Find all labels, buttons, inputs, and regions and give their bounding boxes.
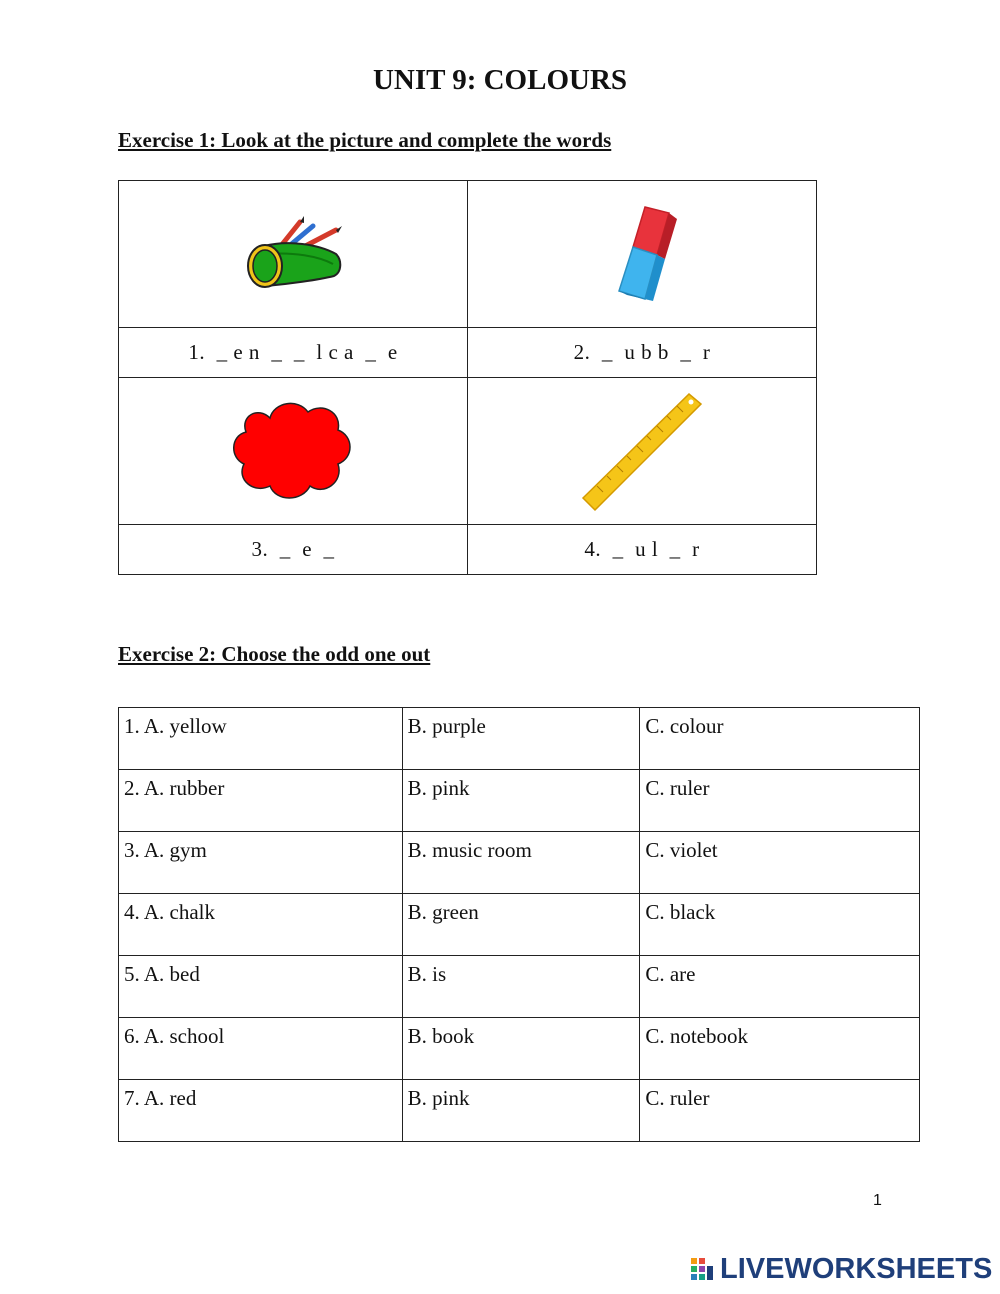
option-a[interactable]: 4. A. chalk bbox=[119, 894, 403, 956]
option-b[interactable]: B. green bbox=[402, 894, 640, 956]
picture-cell-1 bbox=[119, 181, 468, 328]
option-a[interactable]: 1. A. yellow bbox=[119, 708, 403, 770]
option-b[interactable]: B. pink bbox=[402, 1080, 640, 1142]
brand-name: LIVEWORKSHEETS bbox=[720, 1252, 993, 1285]
word-clue-3[interactable]: 3. _ e _ bbox=[119, 525, 468, 575]
exercise2-heading: Exercise 2: Choose the odd one out bbox=[118, 642, 431, 666]
brand-logo[interactable] bbox=[690, 1252, 992, 1286]
table-row bbox=[119, 770, 920, 832]
option-b[interactable]: B. book bbox=[402, 1018, 640, 1080]
word-clue-1[interactable]: 1. _ e n _ _ l c a _ e bbox=[119, 328, 468, 378]
table-row bbox=[119, 708, 920, 770]
option-b[interactable]: B. is bbox=[402, 956, 640, 1018]
exercise1-table bbox=[118, 180, 817, 575]
exercise1-heading: Exercise 1: Look at the picture and complete the words bbox=[118, 128, 612, 152]
table-row bbox=[119, 956, 920, 1018]
word-clue-2[interactable]: 2. _ u b b _ r bbox=[468, 328, 817, 378]
option-c[interactable]: C. black bbox=[640, 894, 920, 956]
option-b[interactable]: B. pink bbox=[402, 770, 640, 832]
table-row bbox=[119, 894, 920, 956]
option-b[interactable]: B. purple bbox=[402, 708, 640, 770]
option-c[interactable]: C. are bbox=[640, 956, 920, 1018]
exercise2-table bbox=[118, 707, 920, 1142]
page-title: UNIT 9: COLOURS bbox=[372, 64, 628, 96]
option-a[interactable]: 2. A. rubber bbox=[119, 770, 403, 832]
rubber-eraser-icon bbox=[597, 199, 687, 309]
option-c[interactable]: C. colour bbox=[640, 708, 920, 770]
table-row bbox=[119, 832, 920, 894]
picture-cell-4 bbox=[468, 378, 817, 525]
liveworksheets-logo-icon bbox=[690, 1256, 716, 1282]
option-a[interactable]: 6. A. school bbox=[119, 1018, 403, 1080]
option-c[interactable]: C. ruler bbox=[640, 770, 920, 832]
option-b[interactable]: B. music room bbox=[402, 832, 640, 894]
option-c[interactable]: C. violet bbox=[640, 832, 920, 894]
option-a[interactable]: 5. A. bed bbox=[119, 956, 403, 1018]
table-row bbox=[119, 1018, 920, 1080]
ruler-icon bbox=[577, 386, 707, 516]
option-a[interactable]: 3. A. gym bbox=[119, 832, 403, 894]
red-cloud-icon bbox=[228, 396, 358, 506]
option-a[interactable]: 7. A. red bbox=[119, 1080, 403, 1142]
option-c[interactable]: C. notebook bbox=[640, 1018, 920, 1080]
picture-cell-2 bbox=[468, 181, 817, 328]
option-c[interactable]: C. ruler bbox=[640, 1080, 920, 1142]
picture-cell-3 bbox=[119, 378, 468, 525]
pencil-case-icon bbox=[238, 214, 348, 294]
word-clue-4[interactable]: 4. _ u l _ r bbox=[468, 525, 817, 575]
page-number: 1 bbox=[873, 1192, 882, 1209]
table-row bbox=[119, 1080, 920, 1142]
